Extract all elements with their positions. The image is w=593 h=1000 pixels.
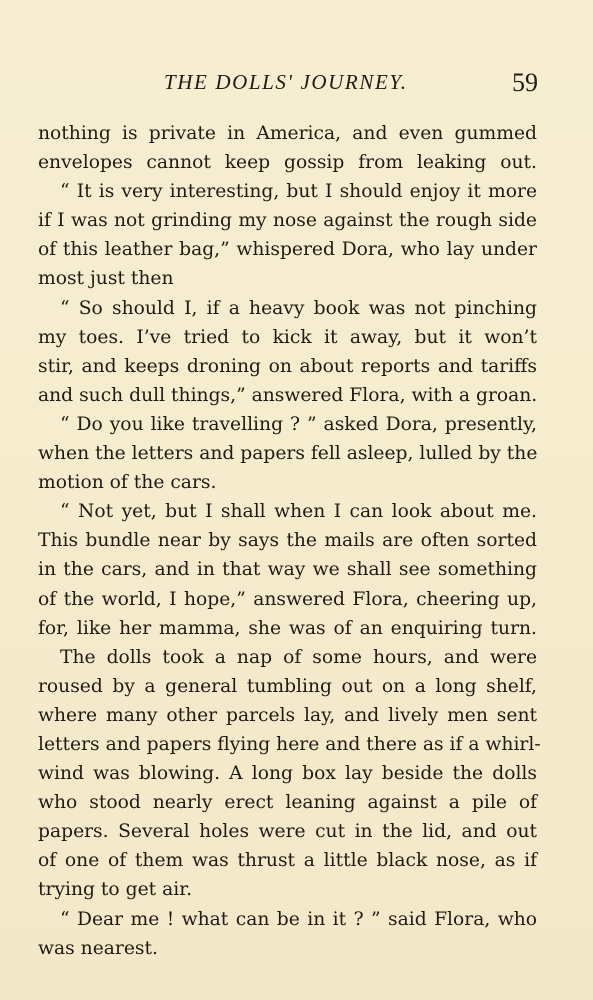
text-line: trying to get air.	[38, 879, 193, 901]
text-line: envelopes cannot keep gossip from leaking out.	[38, 152, 537, 174]
text-line: letters and papers flying here and there as if a whirl-	[38, 733, 541, 755]
text-line: nothing is private in America, and even gummed	[38, 123, 537, 144]
text-line: and such dull things,” answered Flora, with a groan.	[38, 384, 538, 406]
text-line: The dolls took a nap of some hours, and were	[60, 646, 537, 668]
text-line: my toes. I’ve tried to kick it away, but it won’t	[38, 326, 537, 348]
body-text	[38, 119, 541, 963]
text-line: motion of the cars.	[38, 472, 217, 494]
text-line: wind was blowing. A long box lay beside the dolls	[38, 763, 537, 785]
text-line: papers. Several holes were cut in the lid, and out	[38, 821, 537, 843]
text-line: This bundle near by says the mails are often sorted	[38, 530, 537, 552]
text-line: was nearest.	[38, 937, 158, 959]
running-title: THE DOLLS' JOURNEY.	[164, 70, 408, 94]
text-line: if I was not grinding my nose against the rough side	[38, 210, 537, 232]
text-line: “ Not yet, but I shall when I can look about me.	[60, 501, 537, 523]
text-line: “ Dear me ! what can be in it ? ” said Flora, who	[60, 908, 537, 930]
text-line: of this leather bag,” whispered Dora, who lay under	[38, 239, 537, 261]
text-line: of one of them was thrust a little black nose, as if	[38, 850, 537, 872]
text-line: who stood nearly erect leaning against a pile of	[38, 792, 537, 814]
text-line: “ Do you like travelling ? ” asked Dora, presently,	[60, 413, 537, 435]
text-line: in the cars, and in that way we shall see something	[38, 559, 537, 581]
page-number: 59	[512, 68, 538, 97]
text-line: “ It is very interesting, but I should enjoy it more	[60, 181, 537, 203]
text-line: “ So should I, if a heavy book was not pinching	[60, 297, 537, 319]
text-line: when the letters and papers fell asleep, lulled by the	[38, 443, 538, 465]
page-header	[38, 68, 538, 100]
text-line: where many other parcels lay, and lively men sent	[38, 704, 537, 726]
text-line: of the world, I hope,” answered Flora, cheering up,	[38, 588, 537, 610]
text-line: stir, and keeps droning on about reports and tariffs	[38, 355, 537, 377]
text-line: roused by a general tumbling out on a long shelf,	[38, 675, 537, 697]
text-line: most just then	[38, 268, 174, 290]
text-line: for, like her mamma, she was of an enquiring turn.	[38, 617, 537, 639]
